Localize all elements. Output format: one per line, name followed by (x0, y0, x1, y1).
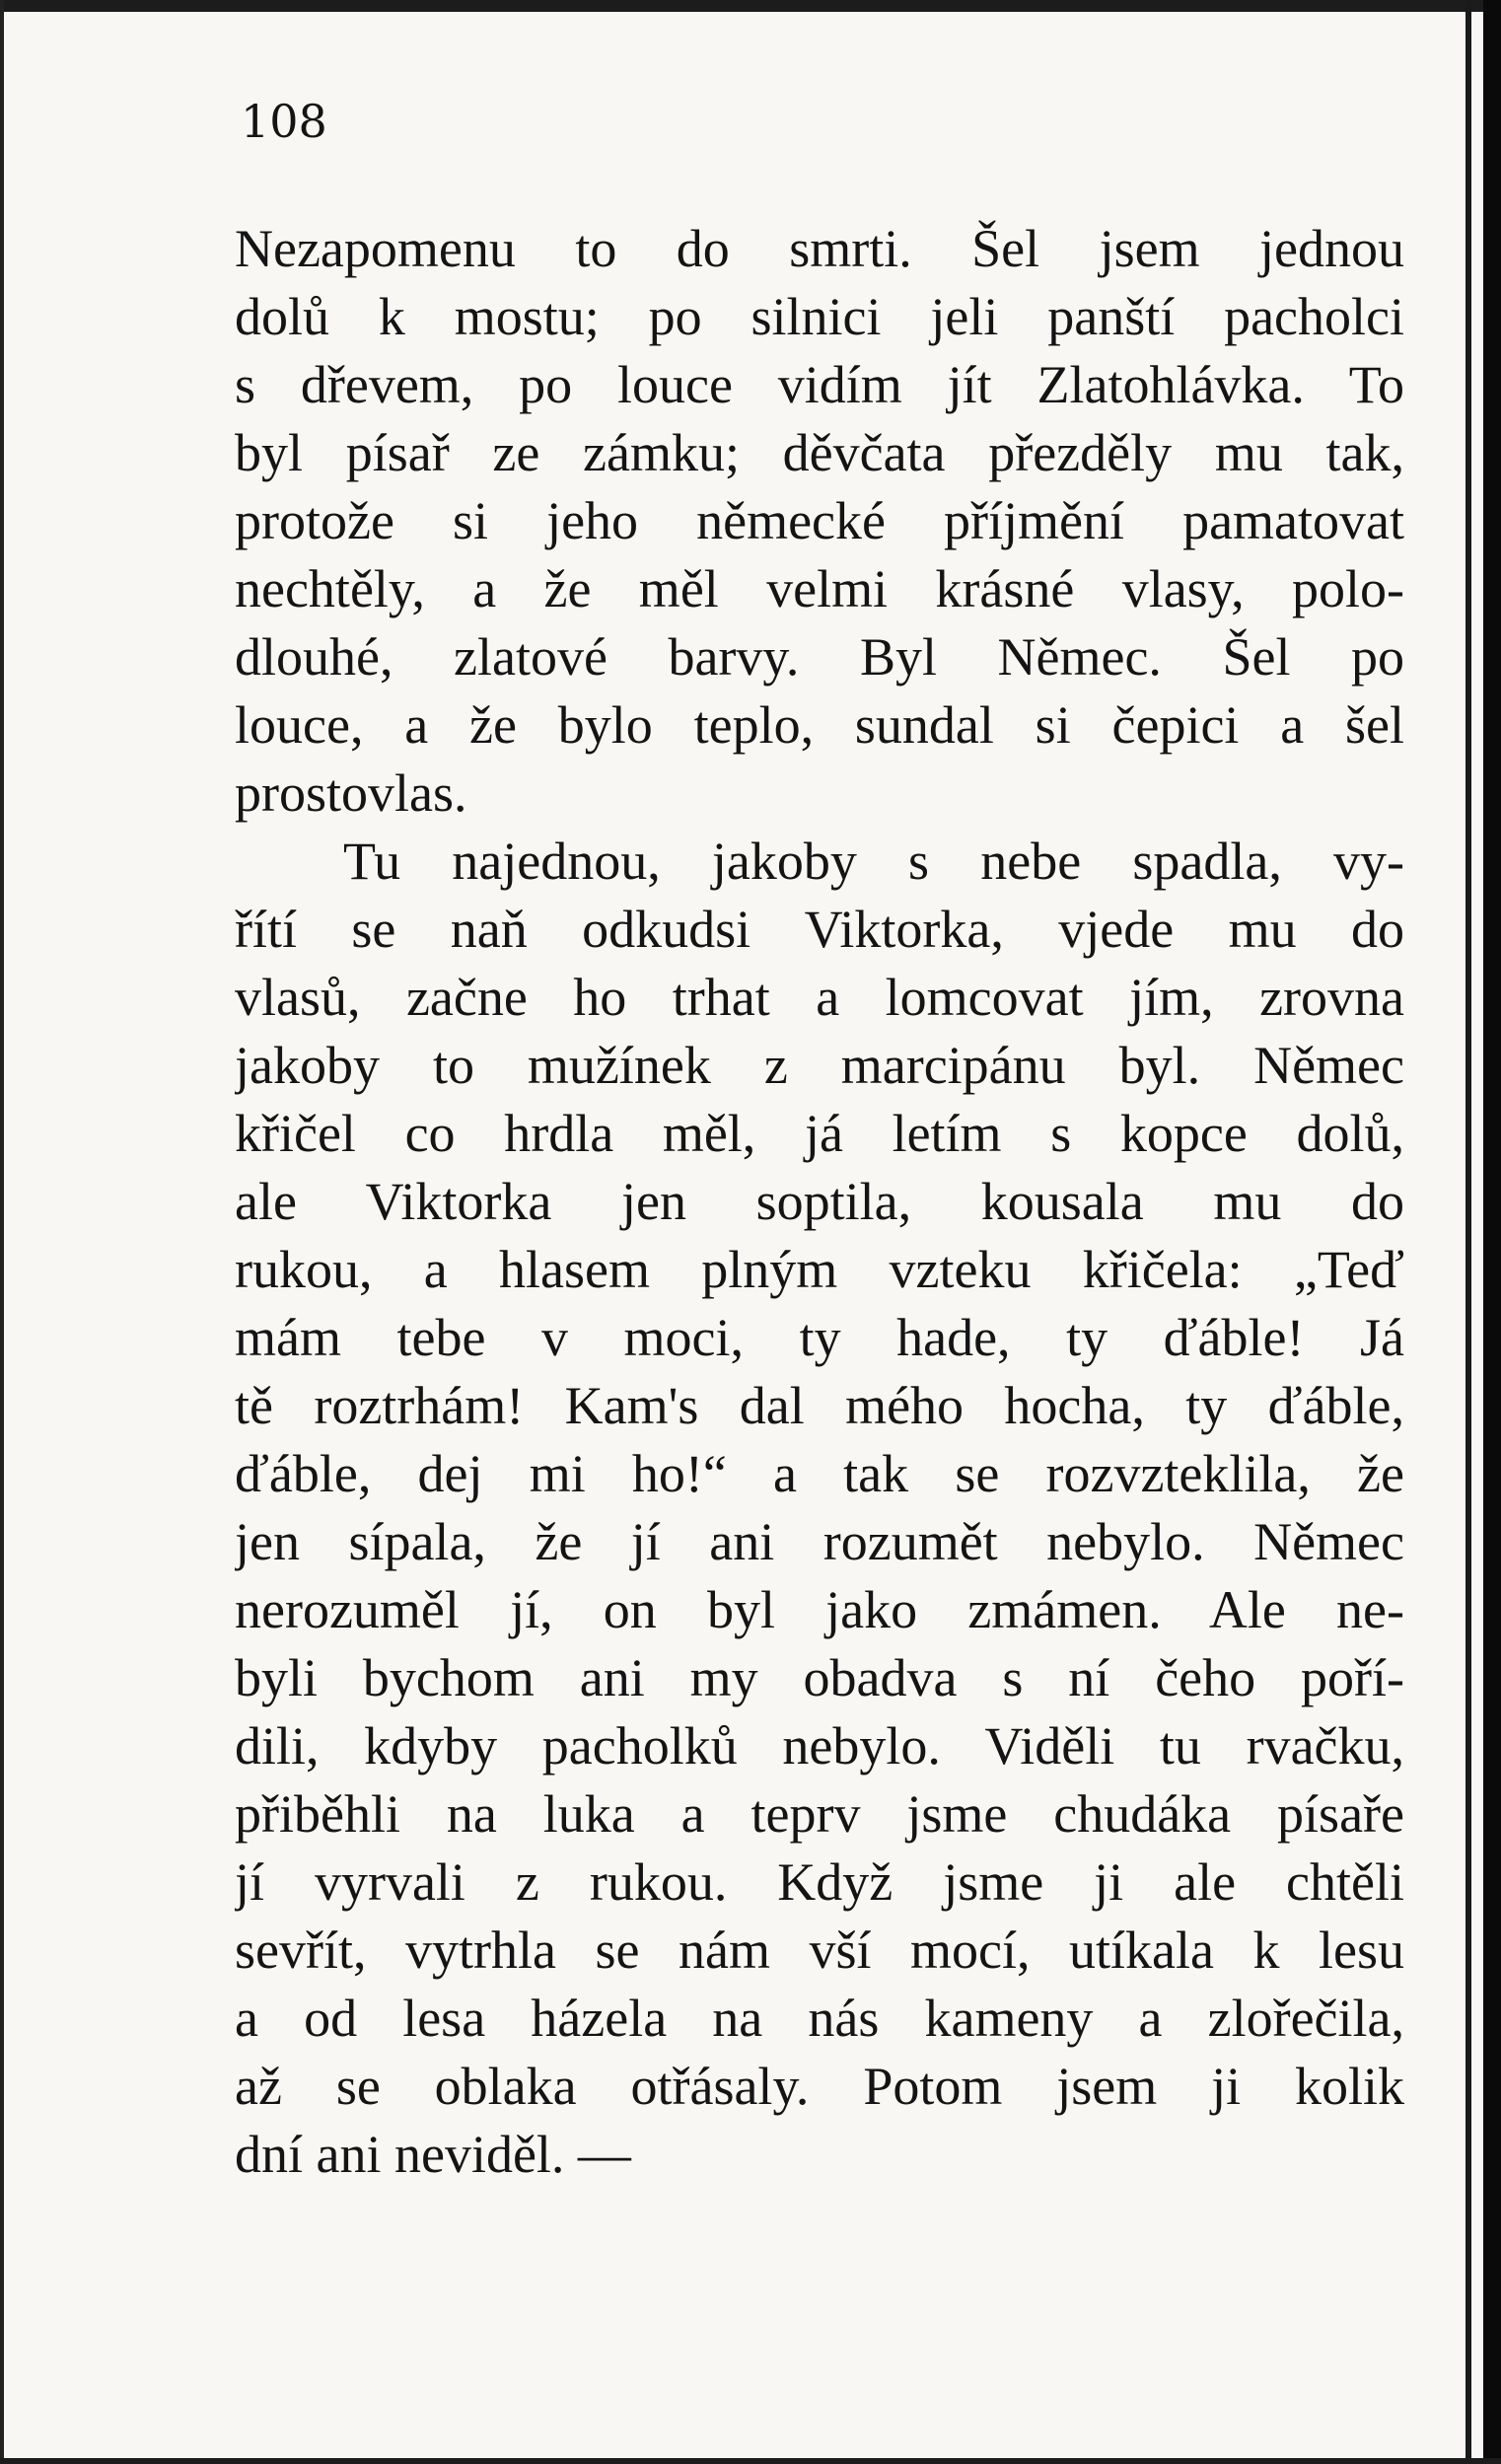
text-line: jakoby to mužínek z marcipánu byl. Němec (235, 1036, 1404, 1095)
page-number: 108 (241, 95, 327, 148)
text-line: jí vyrvali z rukou. Když jsme ji ale chtěli (235, 1852, 1404, 1912)
text-line: tě roztrhám! Kam's dal mého hocha, ty ďáble, (235, 1376, 1404, 1435)
text-line: mám tebe v moci, ty hade, ty ďáble! Já (235, 1308, 1404, 1367)
text-line: byli bychom ani my obadva s ní čeho poří- (235, 1648, 1404, 1707)
text-line: s dřevem, po louce vidím jít Zlatohlávka. To (235, 355, 1404, 414)
text-line: rukou, a hlasem plným vzteku křičela: „Teď (235, 1240, 1404, 1299)
paragraph-2 (235, 828, 1404, 2189)
text-line: nerozuměl jí, on byl jako zmámen. Ale ne- (235, 1580, 1404, 1639)
scan-edge-top (0, 0, 1501, 12)
text-line: Tu najednou, jakoby s nebe spadla, vy- (343, 832, 1404, 891)
text-line: Nezapomenu to do smrti. Šel jsem jednou (235, 219, 1404, 278)
text-line: ďáble, dej mi ho!“ a tak se rozvzteklila, že (235, 1444, 1404, 1503)
scan-edge-bottom (0, 2458, 1501, 2464)
text-line: a od lesa házela na nás kameny a zlořečila, (235, 1989, 1404, 2048)
text-line: dní ani neviděl. — (235, 2125, 631, 2184)
text-line: řítí se naň odkudsi Viktorka, vjede mu do (235, 900, 1404, 959)
text-line: dolů k mostu; po silnici jeli panští pacholci (235, 287, 1404, 346)
scan-edge-left (0, 0, 4, 2464)
text-line: až se oblaka otřásaly. Potom jsem ji kolik (235, 2057, 1404, 2116)
text-line: křičel co hrdla měl, já letím s kopce dolů, (235, 1104, 1404, 1163)
text-line: dili, kdyby pacholků nebylo. Viděli tu rvačku, (235, 1716, 1404, 1776)
text-line: ale Viktorka jen soptila, kousala mu do (235, 1172, 1404, 1231)
text-line: dlouhé, zlatové barvy. Byl Němec. Šel po (235, 627, 1404, 687)
text-line: protože si jeho německé příjmění pamatovat (235, 491, 1404, 550)
text-line: byl písař ze zámku; děvčata přezděly mu tak, (235, 423, 1404, 482)
text-line: nechtěly, a že měl velmi krásné vlasy, polo- (235, 559, 1404, 618)
scan-edge-right (1483, 0, 1501, 2464)
text-line: vlasů, začne ho trhat a lomcovat jím, zrovna (235, 968, 1404, 1027)
text-line: přiběhli na luka a teprv jsme chudáka písaře (235, 1784, 1404, 1844)
text-line: louce, a že bylo teplo, sundal si čepici a šel (235, 695, 1404, 755)
scan-edge-right-thin (1465, 0, 1471, 2464)
paragraph-1 (235, 215, 1404, 828)
text-line: sevřít, vytrhla se nám vší mocí, utíkala k lesu (235, 1920, 1404, 1980)
body-text (235, 215, 1404, 2189)
text-line: prostovlas. (235, 763, 467, 823)
text-line: jen sípala, že jí ani rozumět nebylo. Němec (235, 1512, 1404, 1571)
